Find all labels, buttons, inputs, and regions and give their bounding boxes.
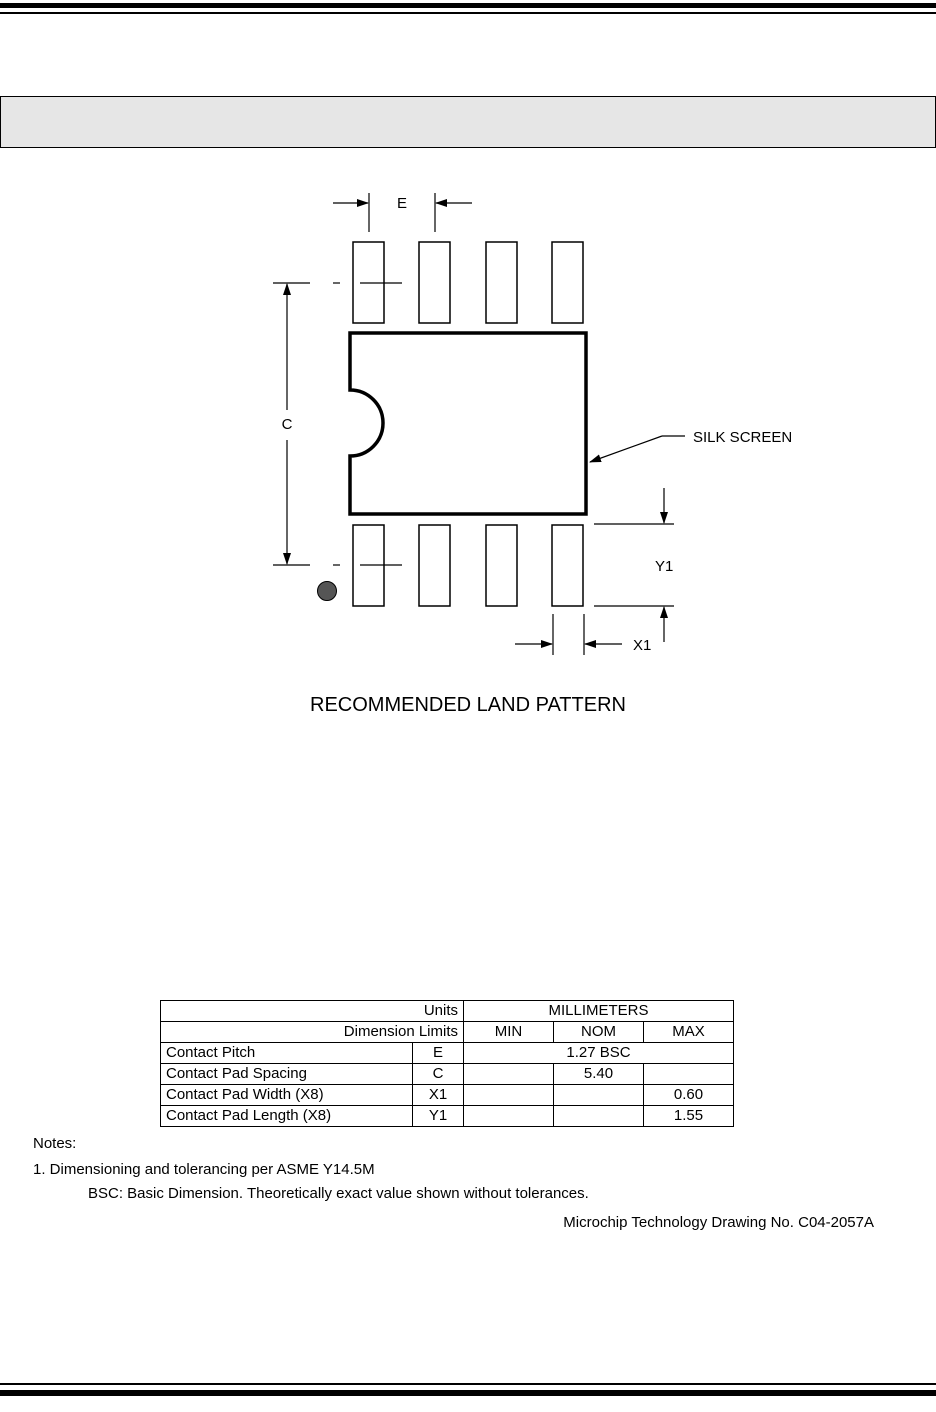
top-rule-thick <box>0 3 936 8</box>
table-row <box>161 1085 734 1106</box>
contact-pad <box>419 242 450 323</box>
top-rule-thin <box>0 12 936 14</box>
label-silk-screen: SILK SCREEN <box>693 429 793 446</box>
row-name: Contact Pad Width (X8) <box>161 1085 413 1106</box>
label-e: E <box>396 195 408 212</box>
col-max: MAX <box>644 1022 734 1043</box>
land-pattern-drawing <box>0 150 936 690</box>
table-row <box>161 1001 734 1022</box>
label-x1: X1 <box>633 637 652 654</box>
drawing-number: Microchip Technology Drawing No. C04-2057A <box>563 1214 874 1231</box>
row-nom <box>554 1085 644 1106</box>
dimension-x1 <box>515 614 622 655</box>
note-1: 1. Dimensioning and tolerancing per ASME Y14.5M <box>33 1161 375 1178</box>
row-min <box>464 1064 554 1085</box>
row-max <box>644 1064 734 1085</box>
title-band <box>0 96 936 148</box>
table-row <box>161 1022 734 1043</box>
silk-screen-leader <box>590 436 685 462</box>
contact-pad <box>552 525 583 606</box>
table-row <box>161 1064 734 1085</box>
row-min <box>464 1085 554 1106</box>
diagram-caption: RECOMMENDED LAND PATTERN <box>310 694 626 716</box>
dimension-table <box>160 1000 734 1127</box>
col-nom: NOM <box>554 1022 644 1043</box>
contact-pad <box>486 242 517 323</box>
table-row <box>161 1106 734 1127</box>
units-value: MILLIMETERS <box>464 1001 734 1022</box>
units-label: Units <box>161 1001 464 1022</box>
label-c: C <box>281 416 293 433</box>
row-max: 1.55 <box>644 1106 734 1127</box>
pin1-indicator <box>318 582 337 601</box>
row-symbol: C <box>413 1064 464 1085</box>
label-y1: Y1 <box>655 558 674 575</box>
row-symbol: E <box>413 1043 464 1064</box>
row-name: Contact Pitch <box>161 1043 413 1064</box>
contact-pad <box>419 525 450 606</box>
note-bsc: BSC: Basic Dimension. Theoretically exact value shown without tolerances. <box>88 1185 589 1202</box>
row-symbol: Y1 <box>413 1106 464 1127</box>
notes-heading: Notes: <box>33 1135 77 1152</box>
table-row <box>161 1043 734 1064</box>
bottom-rule-thick <box>0 1390 936 1396</box>
row-max: 0.60 <box>644 1085 734 1106</box>
bottom-rule-thin <box>0 1383 936 1385</box>
row-nom <box>554 1106 644 1127</box>
col-min: MIN <box>464 1022 554 1043</box>
silk-screen-outline <box>350 333 586 514</box>
row-name: Contact Pad Length (X8) <box>161 1106 413 1127</box>
row-nom: 1.27 BSC <box>464 1043 734 1064</box>
row-name: Contact Pad Spacing <box>161 1064 413 1085</box>
row-nom: 5.40 <box>554 1064 644 1085</box>
row-min <box>464 1106 554 1127</box>
contact-pad <box>486 525 517 606</box>
row-symbol: X1 <box>413 1085 464 1106</box>
contact-pad <box>552 242 583 323</box>
limits-label: Dimension Limits <box>161 1022 464 1043</box>
